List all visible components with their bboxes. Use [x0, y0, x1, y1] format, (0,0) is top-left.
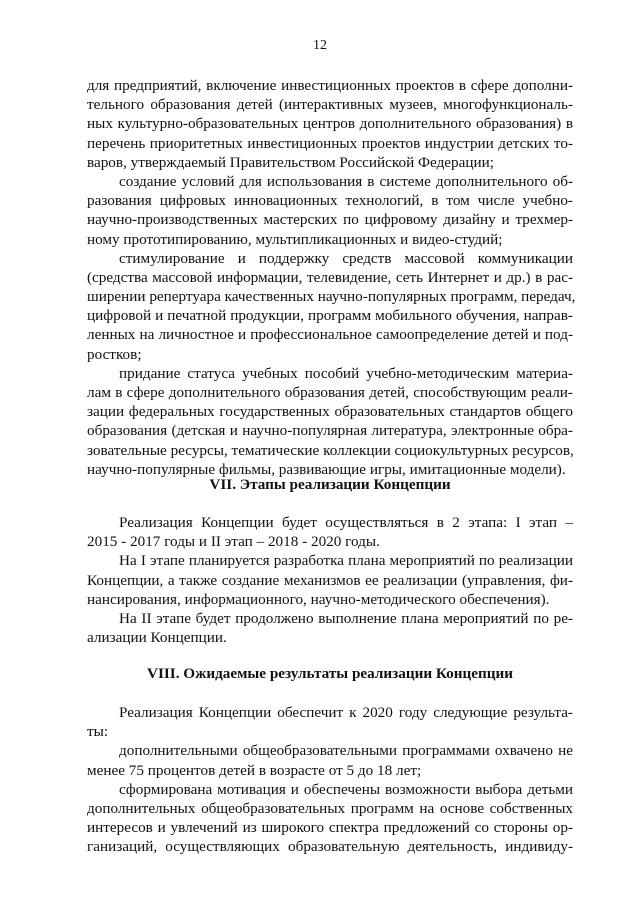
text-line: зовательные ресурсы, тематические коллекции социокультурных ресурсов,: [87, 441, 574, 459]
text-line: ленных на личностное и профессиональное самоопределение детей и под-: [87, 326, 573, 344]
text-line: дополнительными общеобразовательными программами охвачено не: [119, 742, 573, 760]
text-line: тельного образования детей (интерактивных музеев, многофункциональ-: [87, 96, 573, 114]
page-number: 12: [313, 38, 327, 53]
text-line: варов, утверждаемый Правительством Российской Федерации;: [87, 153, 494, 171]
text-line: Реализация Концепции обеспечит к 2020 году следующие результа-: [119, 704, 573, 721]
text-line: создание условий для использования в системе дополнительного об-: [119, 172, 573, 190]
text-line: ширении репертуара качественных научно-популярных программ, передач,: [87, 288, 576, 306]
text-line: зации федеральных государственных образовательных стандартов общего: [87, 403, 573, 421]
text-line: нансирования, информационного, научно-методического обеспечения).: [87, 590, 550, 608]
text-line: ганизаций, осуществляющих образовательную деятельность, индивиду-: [87, 838, 573, 856]
text-block-2: [87, 513, 573, 647]
text-line: интересов и увлечений из широкого спектра предложений со стороны ор-: [87, 819, 573, 837]
text-block-3: [87, 703, 573, 857]
text-line: (средства массовой информации, телевидение, сеть Интернет и др.) в рас-: [87, 268, 573, 286]
text-line: дополнительных общеобразовательных программ на основе собственных: [87, 799, 573, 817]
text-line: научно-производственных мастерских по цифровому дизайну и трехмер-: [87, 211, 573, 229]
text-line: для предприятий, включение инвестиционных проектов в сфере дополни-: [87, 77, 573, 94]
text-line: Концепции, а также создание механизмов ее реализации (управления, фи-: [87, 571, 573, 589]
section-heading-vii: VII. Этапы реализации Концепции: [209, 476, 451, 493]
text-line: лам в сфере дополнительного образования детей, способствующим реали-: [87, 384, 573, 401]
text-line: менее 75 процентов детей в возрасте от 5 до 18 лет;: [87, 761, 422, 779]
text-line: ных культурно-образовательных центров дополнительного образования) в: [87, 115, 573, 133]
text-line: сформирована мотивация и обеспечены возможности выбора детьми: [119, 780, 573, 798]
text-line: ты:: [87, 723, 109, 741]
text-line: стимулирование и поддержку средств массовой коммуникации: [119, 249, 573, 267]
text-line: 2015 - 2017 годы и II этап – 2018 - 2020 годы.: [87, 533, 380, 551]
text-line: ростков;: [87, 345, 142, 363]
text-block-1: [87, 76, 576, 479]
section-heading-viii: VIII. Ожидаемые результаты реализации Концепции: [147, 665, 513, 682]
text-line: образования (детская и научно-популярная литература, электронные обра-: [87, 422, 573, 440]
text-line: Реализация Концепции будет осуществляться в 2 этапа: I этап –: [119, 514, 573, 531]
text-line: перечень приоритетных инвестиционных проектов индустрии детских то-: [87, 134, 573, 152]
text-line: На II этапе будет продолжено выполнение плана мероприятий по ре-: [119, 609, 573, 627]
text-line: разования цифровых инновационных технологий, в том числе учебно-: [87, 192, 573, 210]
text-line: научно-популярные фильмы, развивающие игры, имитационные модели).: [87, 460, 566, 478]
text-line: цифровой и печатной продукции, программ мобильного обучения, направ-: [87, 307, 573, 325]
text-line: На I этапе планируется разработка плана мероприятий по реализации: [119, 552, 573, 570]
text-line: ализации Концепции.: [87, 629, 227, 647]
text-line: придание статуса учебных пособий учебно-методическим материа-: [119, 364, 573, 382]
text-line: ному прототипированию, мультипликационных и видео-студий;: [87, 230, 503, 248]
